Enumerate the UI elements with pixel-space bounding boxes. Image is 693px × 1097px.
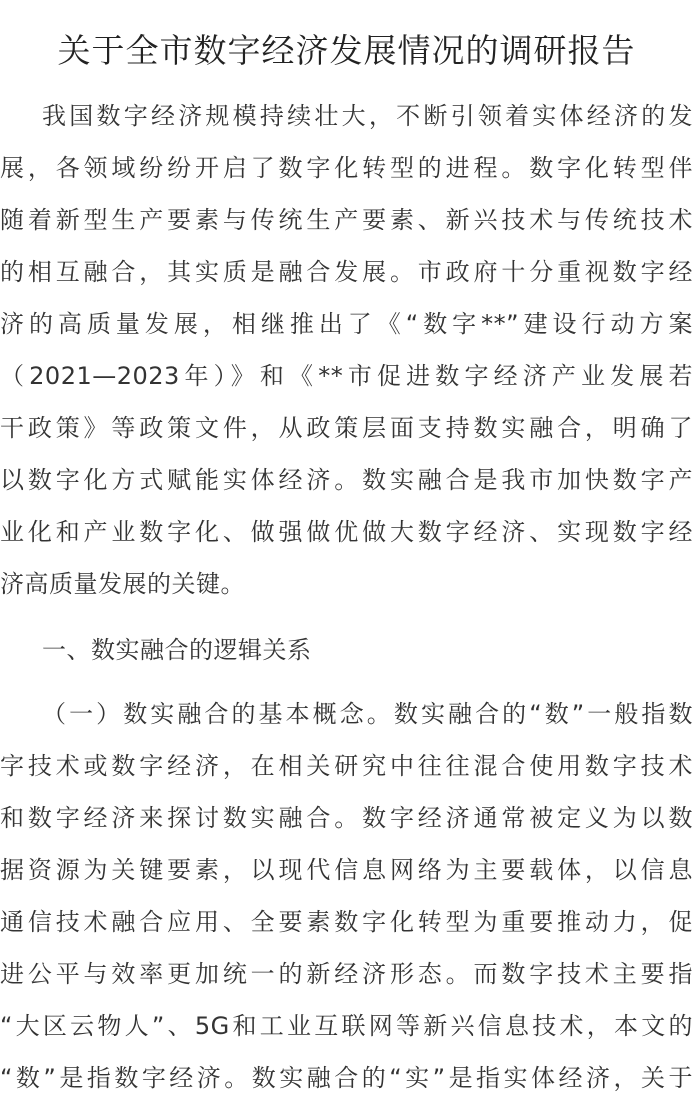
- paragraph-line: 字技术或数字经济，在相关研究中往往混合使用数字技术: [0, 752, 693, 780]
- paragraph-line: 业化和产业数字化、做强做优做大数字经济、实现数字经: [0, 518, 693, 546]
- paragraph-line: 以数字化方式赋能实体经济。数实融合是我市加快数字产: [0, 466, 693, 494]
- paragraph-line: 据资源为关键要素，以现代信息网络为主要载体，以信息: [0, 856, 693, 884]
- paragraph-line: “数”是指数字经济。数实融合的“实”是指实体经济，关于: [0, 1064, 693, 1092]
- paragraph-line: 通信技术融合应用、全要素数字化转型为重要推动力，促: [0, 908, 693, 936]
- paragraph-line: 随着新型生产要素与传统生产要素、新兴技术与传统技术: [0, 206, 693, 234]
- paragraph-line: 济的高质量发展，相继推出了《“数字**”建设行动方案: [0, 310, 693, 338]
- paragraph-line: 济高质量发展的关键。: [0, 570, 245, 598]
- concept-paragraph: [0, 688, 693, 1097]
- paragraph-line: “大区云物人”、5G和工业互联网等新兴信息技术，本文的: [0, 1012, 693, 1040]
- section-heading: 一、数实融合的逻辑关系: [42, 636, 312, 664]
- paragraph-line: 展，各领域纷纷开启了数字化转型的进程。数字化转型伴: [0, 154, 693, 182]
- paragraph-line: 干政策》等政策文件，从政策层面支持数实融合，明确了: [0, 414, 693, 442]
- paragraph-line: 和数字经济来探讨数实融合。数字经济通常被定义为以数: [0, 804, 693, 832]
- paragraph-line: 进公平与效率更加统一的新经济形态。而数字技术主要指: [0, 960, 693, 988]
- paragraph-line: （一）数实融合的基本概念。数实融合的“数”一般指数: [42, 700, 693, 728]
- intro-paragraph: [0, 90, 693, 610]
- paragraph-line: 我国数字经济规模持续壮大，不断引领着实体经济的发: [42, 102, 693, 130]
- paragraph-line: 的相互融合，其实质是融合发展。市政府十分重视数字经: [0, 258, 693, 286]
- paragraph-line: （2021—2023年）》和《**市促进数字经济产业发展若: [0, 362, 693, 390]
- document-title: 关于全市数字经济发展情况的调研报告: [57, 31, 636, 70]
